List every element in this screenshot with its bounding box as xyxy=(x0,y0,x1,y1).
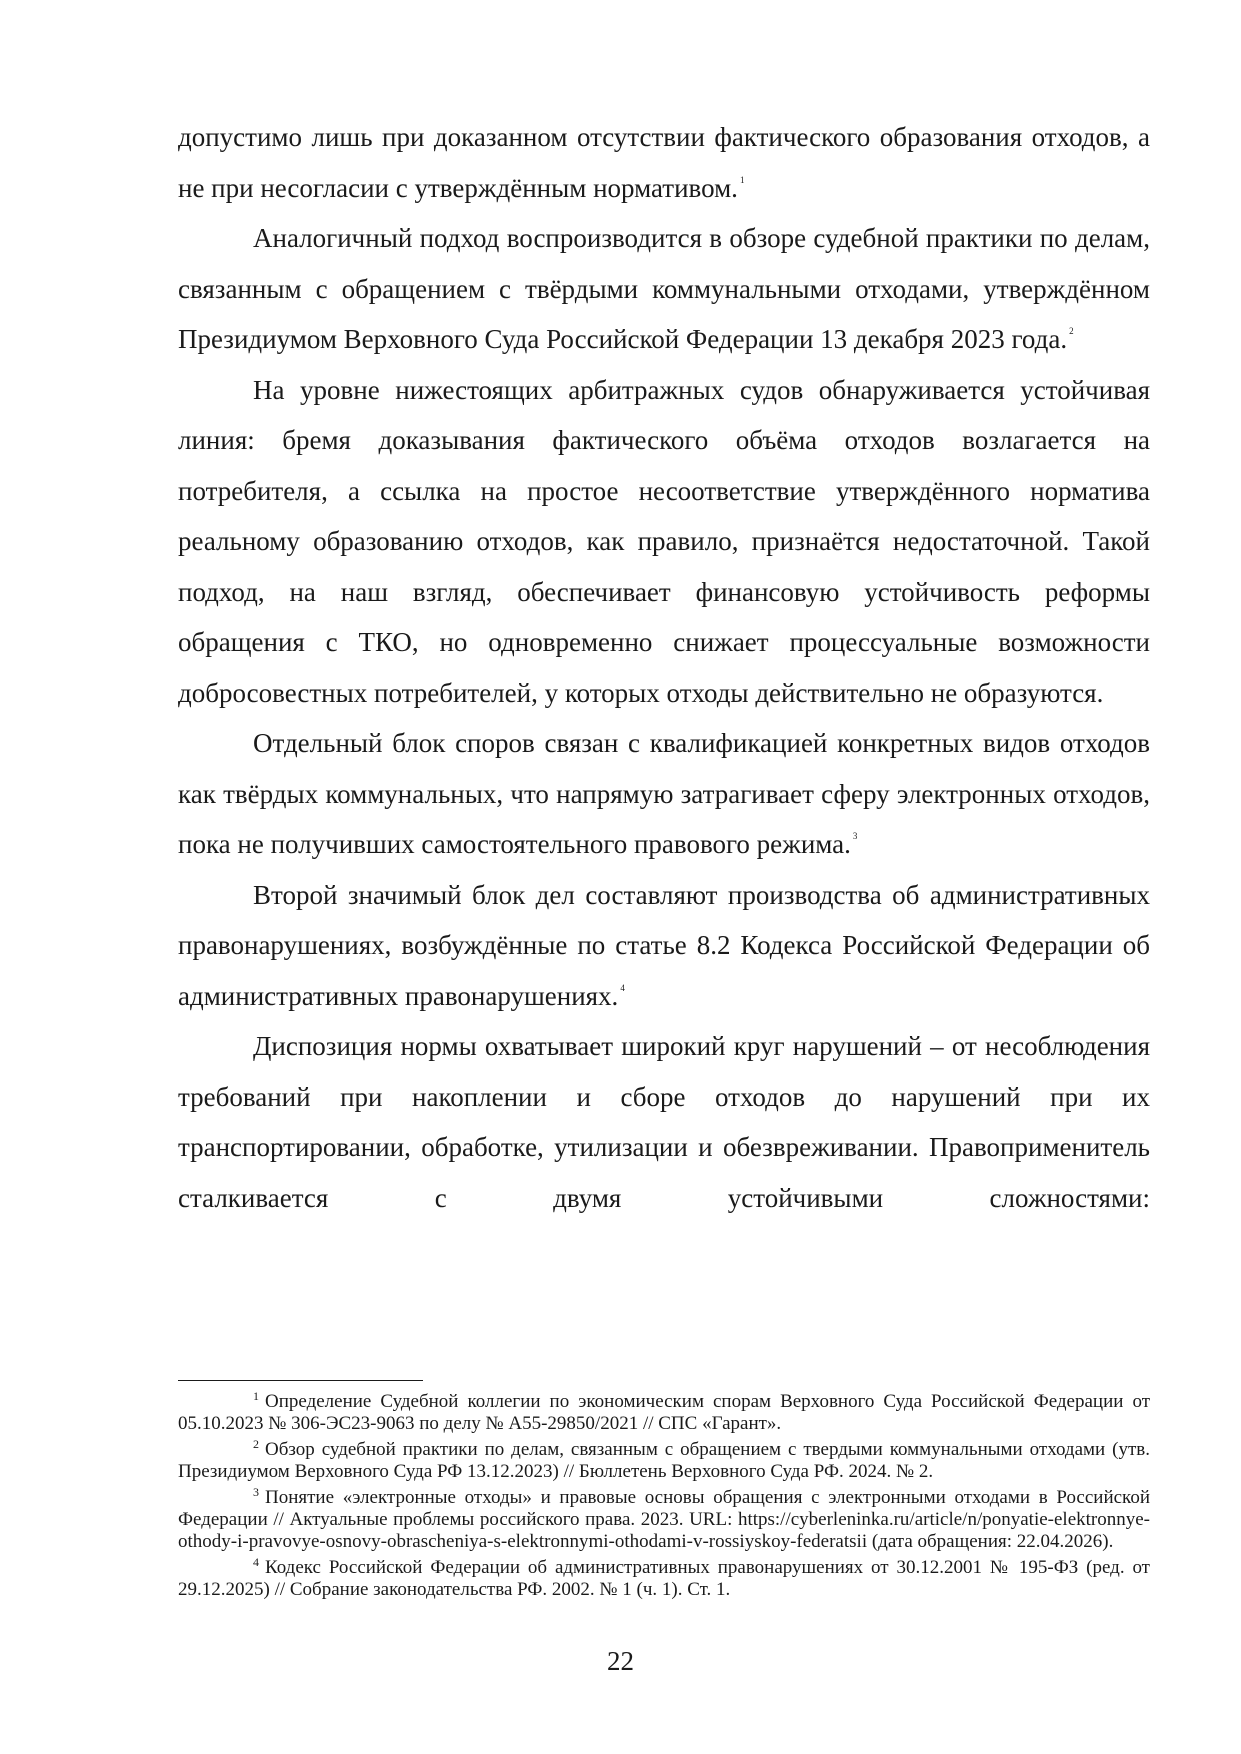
footnote-4 xyxy=(178,1557,1150,1601)
footnote-number: 2 xyxy=(253,1437,259,1451)
paragraph-text: Аналогичный подход воспроизводится в обзоре судебной практики по делам, связанным с обращением с твёрдыми коммунальными отходами, утверждённом Президиумом Верховного Суда Российской Федерации 13 декабря 2023 года. xyxy=(178,223,1150,354)
footnote-ref-4[interactable]: 4 xyxy=(620,982,625,993)
footnote-ref-3[interactable]: 3 xyxy=(852,831,858,841)
paragraph-4 xyxy=(178,718,1150,870)
document-body xyxy=(178,112,1150,1223)
footnote-text: Определение Судебной коллегии по экономическим спорам Верховного Суда Российской Федерации от 05.10.2023 № 306-ЭС23-9063 по делу № А55-29850/2021 // СПС «Гарант». xyxy=(178,1391,1150,1434)
footnote-text: Понятие «электронные отходы» и правовые основы обращения с электронными отходами в Российской Федерации // Актуальные проблемы российского права. 2023. URL: xyxy=(178,1487,1150,1530)
paragraph-1 xyxy=(178,112,1150,213)
paragraph-5 xyxy=(178,870,1150,1022)
footnote-1 xyxy=(178,1391,1150,1435)
footnote-number: 3 xyxy=(253,1485,259,1499)
paragraph-text: Диспозиция нормы охватывает широкий круг нарушений – от несоблюдения требований при накоплении и сборе отходов до нарушений при их транспортировании, обработке, утилизации и обезвреживании. Правоприменитель сталкивается с двумя устойчивыми сложностями: xyxy=(178,1031,1150,1213)
footnote-url-link[interactable]: https://cyberleninka.ru/article/n/ponyatie-elektronnye-othody-i-pravovye-osnovy-obrascheniya-s-elektronnymi-othodami-v-rossiyskoy-federatsii xyxy=(178,1509,1150,1552)
footnote-ref-2[interactable]: 2 xyxy=(1069,326,1074,336)
paragraph-6 xyxy=(178,1021,1150,1223)
paragraph-3 xyxy=(178,365,1150,719)
footnote-number: 1 xyxy=(253,1389,259,1403)
footnotes-section xyxy=(178,1380,1150,1605)
footnote-text: Обзор судебной практики по делам, связанным с обращением с твердыми коммунальными отходами (утв. Президиумом Верховного Суда РФ 13.12.2023) // Бюллетень Верховного Суда РФ. 2024. № 2. xyxy=(178,1439,1150,1482)
footnote-access-date: (дата обращения: 22.04.2026). xyxy=(871,1531,1114,1552)
paragraph-text: Отдельный блок споров связан с квалификацией конкретных видов отходов как твёрдых коммунальных, что напрямую затрагивает сферу электронных отходов, пока не получивших самостоятельного правового режима. xyxy=(178,728,1150,859)
paragraph-text: допустимо лишь при доказанном отсутствии фактического образования отходов, а не при несогласии с утверждённым нормативом. xyxy=(178,122,1150,203)
footnote-number: 4 xyxy=(253,1555,259,1569)
paragraph-text: Второй значимый блок дел составляют производства об административных правонарушениях, возбуждённые по статье 8.2 Кодекса Российской Федерации об административных правонарушениях. xyxy=(178,879,1150,1011)
paragraph-text: На уровне нижестоящих арбитражных судов обнаруживается устойчивая линия: бремя доказывания фактического объёма отходов возлагается на потребителя, а ссылка на простое несоответствие утверждённого норматива реальному образованию отходов, как правило, признаётся недостаточной. Такой подход, на наш взгляд, обеспечивает финансовую устойчивость реформы обращения с ТКО, но одновременно снижает процессуальные возможности добросовестных потребителей, у которых отходы действительно не образуются. xyxy=(178,374,1150,708)
footnote-text: Кодекс Российской Федерации об административных правонарушениях от 30.12.2001 № 195-ФЗ (ред. от 29.12.2025) // Собрание законодательства РФ. 2002. № 1 (ч. 1). Ст. 1. xyxy=(178,1557,1150,1600)
page-number: 22 xyxy=(607,1646,634,1676)
footnote-3 xyxy=(178,1487,1150,1553)
footnote-ref-1[interactable]: 1 xyxy=(739,174,745,185)
paragraph-2 xyxy=(178,213,1150,365)
footnote-separator xyxy=(178,1380,423,1381)
footnote-2 xyxy=(178,1439,1150,1483)
